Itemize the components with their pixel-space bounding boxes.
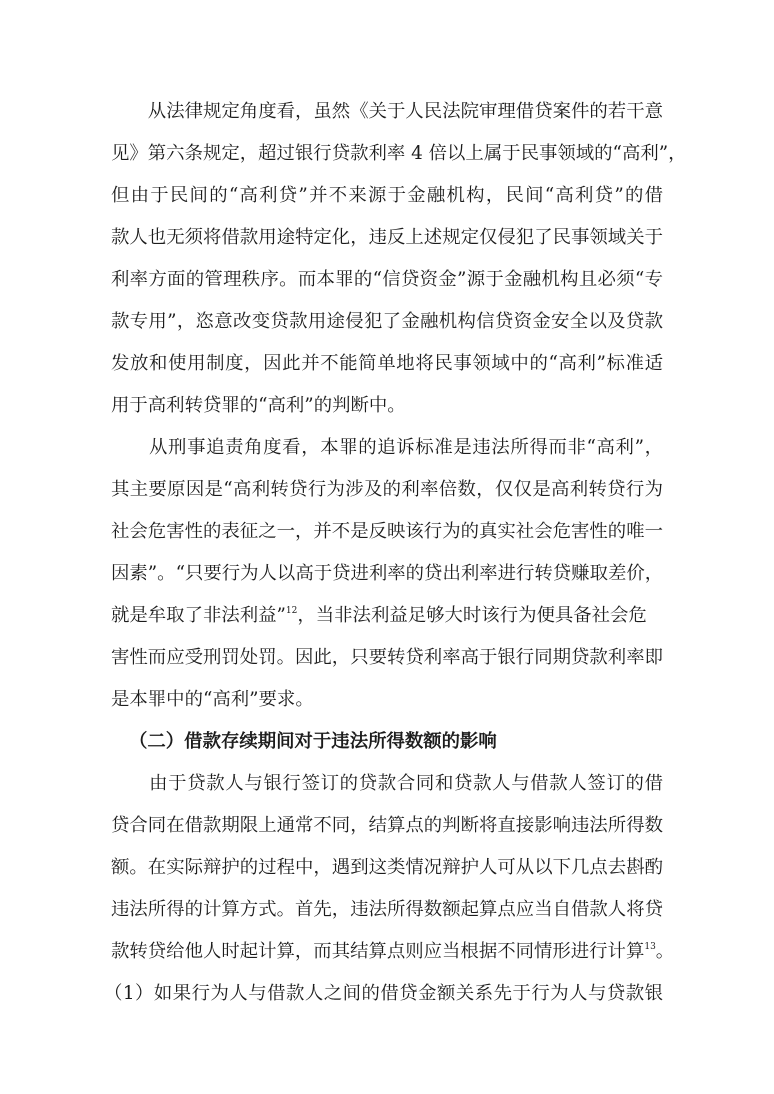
paragraph-3-line-1: 由于贷款人与银行签订的贷款合同和贷款人与借款人签订的借 — [111, 773, 663, 794]
footnote-ref-13: 13 — [644, 942, 656, 952]
paragraph-2-line-2: 其主要原因是“高利转贷行为涉及的利率倍数，仅仅是高利转贷行为 — [111, 479, 663, 500]
paragraph-2-line-5-text-a: 就是牟取了非法利益” — [111, 605, 286, 626]
paragraph-3-line-3: 额。在实际辩护的过程中，遇到这类情况辩护人可从以下几点去斟酌 — [111, 857, 663, 878]
paragraph-2-line-3: 社会危害性的表征之一，并不是反映该行为的真实社会危害性的唯一 — [111, 521, 663, 542]
paragraph-1-line-3: 但由于民间的“高利贷”并不来源于金融机构，民间“高利贷”的借 — [111, 185, 663, 206]
paragraph-3-line-6: （1）如果行为人与借款人之间的借贷金额关系先于行为人与贷款银 — [104, 983, 663, 1004]
paragraph-3-line-5-text-b: 。 — [655, 941, 675, 962]
paragraph-1-line-2: 见》第六条规定，超过银行贷款利率 4 倍以上属于民事领域的“高利”， — [111, 143, 687, 164]
paragraph-3-line-2: 贷合同在借款期限上通常不同，结算点的判断将直接影响违法所得数 — [111, 815, 663, 836]
paragraph-3-line-5-text-a: 款转贷给他人时起计算，而其结算点则应当根据不同情形进行计算 — [111, 941, 645, 962]
section-heading: （二）借款存续期间对于违法所得数额的影响 — [129, 731, 497, 752]
paragraph-2-line-1: 从刑事追责角度看，本罪的追诉标准是违法所得而非“高利”， — [111, 437, 663, 458]
paragraph-3-line-5 — [111, 932, 675, 972]
paragraph-1-line-5: 利率方面的管理秩序。而本罪的“信贷资金”源于金融机构且必须“专 — [111, 269, 663, 290]
paragraph-1-line-1: 从法律规定角度看，虽然《关于人民法院审理借贷案件的若干意 — [111, 101, 663, 122]
paragraph-2-line-5-text-b: ，当非法利益足够大时该行为便具备社会危 — [297, 605, 647, 626]
paragraph-2-line-7: 是本罪中的“高利”要求。 — [111, 689, 314, 710]
paragraph-2-line-4: 因素”。“只要行为人以高于贷进利率的贷出利率进行转贷赚取差价， — [111, 563, 664, 584]
footnote-ref-12: 12 — [285, 606, 298, 616]
paragraph-2-line-5 — [111, 596, 663, 636]
paragraph-1-line-6: 款专用”，恣意改变贷款用途侵犯了金融机构信贷资金安全以及贷款 — [111, 311, 663, 332]
paragraph-2-line-6: 害性而应受刑罚处罚。因此，只要转贷利率高于银行同期贷款利率即 — [111, 647, 663, 668]
paragraph-3-line-4: 违法所得的计算方式。首先，违法所得数额起算点应当自借款人将贷 — [111, 899, 663, 920]
paragraph-1-line-4: 款人也无须将借款用途特定化，违反上述规定仅侵犯了民事领域关于 — [111, 227, 663, 248]
paragraph-1-line-7: 发放和使用制度，因此并不能简单地将民事领域中的“高利”标准适 — [111, 353, 663, 374]
paragraph-1-line-8: 用于高利转贷罪的“高利”的判断中。 — [111, 395, 406, 416]
